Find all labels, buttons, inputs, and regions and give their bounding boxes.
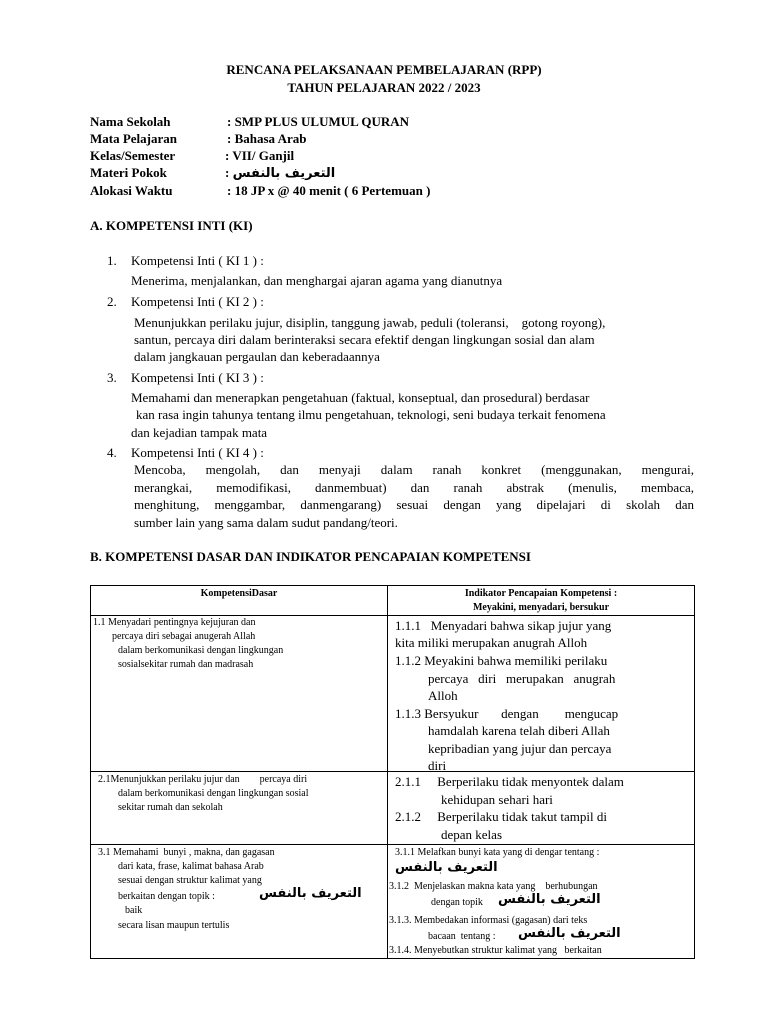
info-school-value: : SMP PLUS ULUMUL QURAN xyxy=(227,114,410,129)
kd-line: dalam berkomunikasi dengan lingkungan sosial xyxy=(118,788,309,799)
info-subject-value: : Bahasa Arab xyxy=(227,131,307,146)
table-cell-kd xyxy=(91,772,388,845)
kd-line: baik xyxy=(125,905,143,916)
section-b-heading: B. KOMPETENSI DASAR DAN INDIKATOR PENCAPAIAN KOMPETENSI xyxy=(90,549,531,564)
indicator-arabic-topic: التعريف بالنفس xyxy=(395,860,498,875)
info-class xyxy=(90,148,294,164)
document-subtitle: TAHUN PELAJARAN 2022 / 2023 xyxy=(287,80,481,95)
info-school-label: Nama Sekolah xyxy=(90,114,171,129)
table-header-indicator-line: Indikator Pencapaian Kompetensi : xyxy=(464,588,618,599)
kd-line: 1.1 Menyadari pentingnya kejujuran dan xyxy=(93,617,256,628)
ki-3-number: 3. xyxy=(107,370,117,385)
ki-2-number: 2. xyxy=(107,294,117,309)
ki-2-line: Menunjukkan perilaku jujur, disiplin, tanggung jawab, peduli (toleransi, gotong royong), xyxy=(134,315,606,330)
ki-3-line: dan kejadian tampak mata xyxy=(131,425,268,440)
info-subject-label: Mata Pelajaran xyxy=(90,131,178,146)
table-cell-indicator xyxy=(388,772,695,845)
ki-4-line: Mencoba, mengolah, dan menyaji dalam ranah konkret (menggunakan, mengurai, xyxy=(134,462,694,477)
table-row xyxy=(91,772,695,845)
indicator-line: 2.1.2 Berperilaku tidak takut tampil di xyxy=(395,809,607,824)
info-topic-label: Materi Pokok xyxy=(90,165,167,180)
ki-1-heading xyxy=(107,253,264,269)
info-school xyxy=(90,114,409,130)
table-row xyxy=(91,845,695,959)
ki-1-number: 1. xyxy=(107,253,117,268)
kd-arabic-topic: التعريف بالنفس xyxy=(259,886,362,901)
document-title: RENCANA PELAKSANAAN PEMBELAJARAN (RPP) xyxy=(226,62,542,77)
kd-line: sekitar rumah dan sekolah xyxy=(118,802,223,813)
table-row xyxy=(91,616,695,772)
indicator-arabic-topic: التعريف بالنفس xyxy=(498,892,601,907)
kd-line: dari kata, frase, kalimat bahasa Arab xyxy=(118,861,264,872)
kd-line: berkaitan dengan topik : xyxy=(118,891,215,902)
ki-2-line: santun, percaya diri dalam berinteraksi secara efektif dengan lingkungan sosial dan alam xyxy=(134,332,595,347)
info-topic-arabic: التعريف بالنفس xyxy=(232,166,336,181)
indicator-line: percaya diri merupakan anugrah xyxy=(428,671,616,686)
indicator-line: 1.1.3 Bersyukur dengan mengucap xyxy=(395,706,619,721)
indicator-line: 3.1.2 Menjelaskan makna kata yang berhubungan xyxy=(389,881,598,892)
indicator-line: kepribadian yang jujur dan percaya xyxy=(428,741,612,756)
section-a-heading: A. KOMPETENSI INTI (KI) xyxy=(90,218,253,233)
indicator-line: 1.1.2 Meyakini bahwa memiliki perilaku xyxy=(395,653,608,668)
indicator-line: kita miliki merupakan anugrah Alloh xyxy=(395,635,588,650)
ki-3-title: Kompetensi Inti ( KI 3 ) : xyxy=(131,370,264,385)
ki-4-line: merangkai, memodifikasi, danmembuat) dan ranah abstrak (menulis, membaca, xyxy=(134,480,694,495)
ki-2-heading xyxy=(107,294,264,310)
info-topic-prefix: : xyxy=(225,165,230,180)
info-class-value: : VII/ Ganjil xyxy=(225,148,295,163)
table-cell-indicator xyxy=(388,845,695,959)
competency-table xyxy=(90,585,695,959)
ki-4-line: sumber lain yang sama dalam sudut pandang/teori. xyxy=(134,515,398,530)
indicator-line: dengan topik xyxy=(431,897,483,908)
info-topic xyxy=(90,165,335,181)
table-header-kd xyxy=(91,586,388,616)
indicator-line: 2.1.1 Berperilaku tidak menyontek dalam xyxy=(395,774,624,789)
indicator-line: 3.1.1 Melafkan bunyi kata yang di dengar tentang : xyxy=(395,847,600,858)
indicator-line: 1.1.1 Menyadari bahwa sikap jujur yang xyxy=(395,618,612,633)
indicator-line: diri xyxy=(428,758,447,773)
indicator-line: depan kelas xyxy=(441,827,503,842)
ki-1-line: Menerima, menjalankan, dan menghargai ajaran agama yang dianutnya xyxy=(131,273,503,288)
table-cell-kd xyxy=(91,616,388,772)
ki-2-line: dalam jangkauan pergaulan dan keberadaannya xyxy=(134,349,380,364)
ki-3-line: Memahami dan menerapkan pengetahuan (faktual, konseptual, dan prosedural) berdasar xyxy=(131,390,590,405)
info-time-label: Alokasi Waktu xyxy=(90,183,173,198)
indicator-line: hamdalah karena telah diberi Allah xyxy=(428,723,610,738)
indicator-arabic-topic: التعريف بالنفس xyxy=(518,926,621,941)
indicator-line: 3.1.3. Membedakan informasi (gagasan) dari teks xyxy=(389,915,588,926)
ki-2-title: Kompetensi Inti ( KI 2 ) : xyxy=(131,294,264,309)
info-subject xyxy=(90,131,306,147)
info-class-label: Kelas/Semester xyxy=(90,148,176,163)
ki-3-heading xyxy=(107,370,264,386)
table-header-kd-label: KompetensiDasar xyxy=(200,588,278,599)
ki-3-line: kan rasa ingin tahunya tentang ilmu pengetahuan, teknologi, seni budaya terkait fenomena xyxy=(136,407,606,422)
table-header-indicator-line: Meyakini, menyadari, bersukur xyxy=(472,602,610,613)
table-header-indicator xyxy=(388,586,695,616)
info-time-value: : 18 JP x @ 40 menit ( 6 Pertemuan ) xyxy=(227,183,431,198)
ki-4-line: menghitung, menggambar, danmengarang) sesuai dengan yang dipelajari di skolah dan xyxy=(134,497,694,512)
kd-line: dalam berkomunikasi dengan lingkungan xyxy=(118,645,284,656)
ki-4-title: Kompetensi Inti ( KI 4 ) : xyxy=(131,445,264,460)
ki-4-heading xyxy=(107,445,264,461)
info-time xyxy=(90,183,430,199)
indicator-line: 3.1.4. Menyebutkan struktur kalimat yang berkaitan xyxy=(389,945,602,956)
kd-line: secara lisan maupun tertulis xyxy=(118,920,230,931)
kd-line: sosialsekitar rumah dan madrasah xyxy=(118,659,254,670)
indicator-line: Alloh xyxy=(428,688,458,703)
indicator-line: kehidupan sehari hari xyxy=(441,792,553,807)
kd-line: 3.1 Memahami bunyi , makna, dan gagasan xyxy=(98,847,275,858)
kd-line: sesuai dengan struktur kalimat yang xyxy=(118,875,262,886)
ki-1-title: Kompetensi Inti ( KI 1 ) : xyxy=(131,253,264,268)
kd-line: percaya diri sebagai anugerah Allah xyxy=(112,631,256,642)
kd-line: 2.1Menunjukkan perilaku jujur dan percaya diri xyxy=(98,774,308,785)
table-cell-kd xyxy=(91,845,388,959)
ki-4-number: 4. xyxy=(107,445,117,460)
indicator-line: bacaan tentang : xyxy=(428,931,496,942)
table-cell-indicator xyxy=(388,616,695,772)
